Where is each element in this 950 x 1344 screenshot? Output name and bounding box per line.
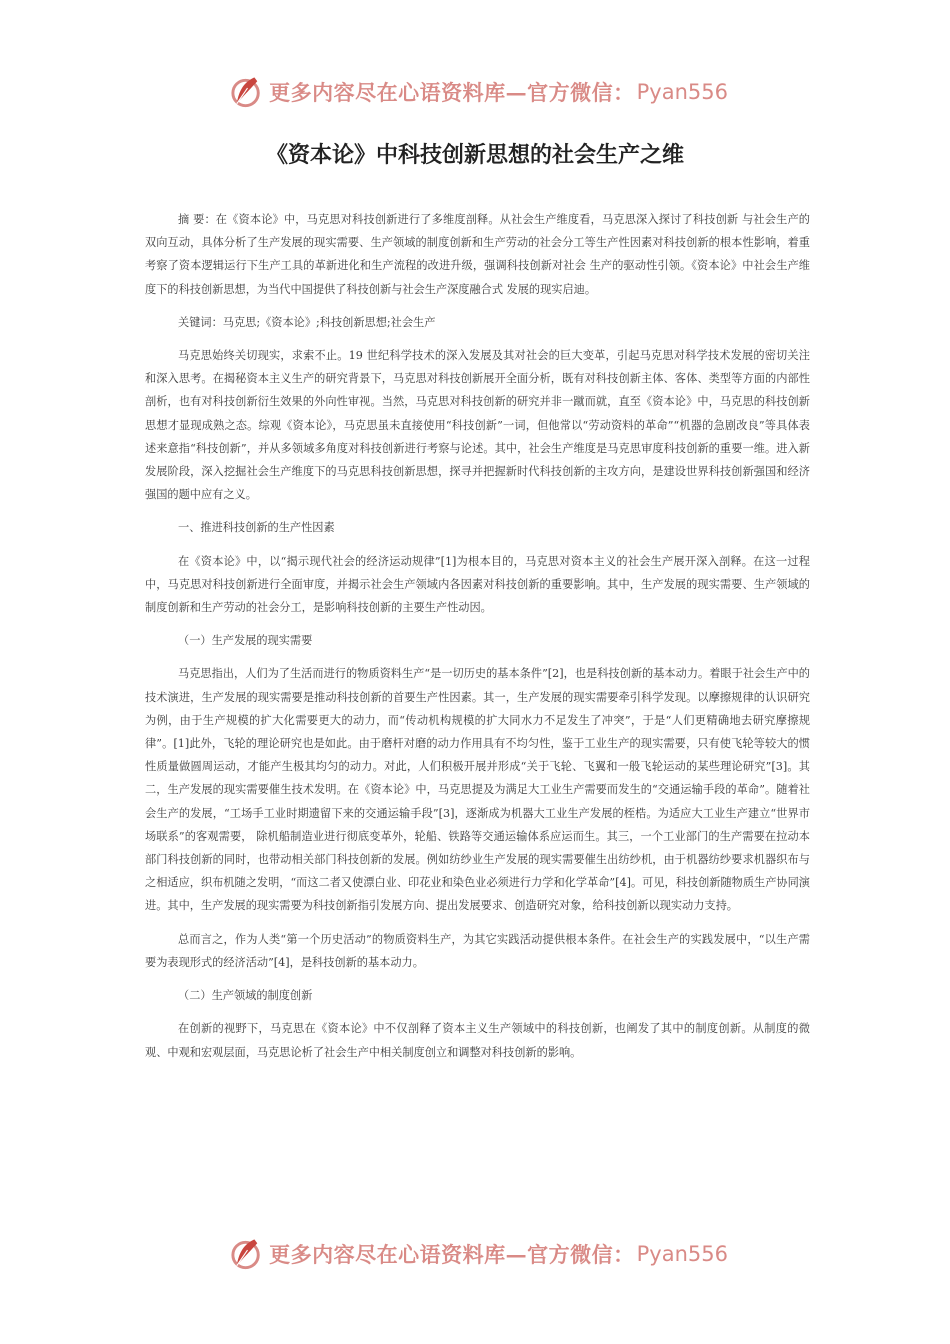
body-paragraph: 马克思始终关切现实，求索不止。19 世纪科学技术的深入发展及其对社会的巨大变革，引起马克思对科学技术发展的密切关注和深入思考。在揭秘资本主义生产的研究背景下，马克思对科技创新展开全面分析，既有对科技创新主体、客体、类型等方面的内部性剖析，也有对科技创新衍生效果的外向性审视。当然，马克思对科技创新的研究并非一蹴而就，直至《资本论》中，马克思的科技创新思想才显现成熟之态。综观《资本论》，马克思虽未直接使用“科技创新”一词，但他常以“劳动资料的革命”“机器的急剧改良”等具体表述来意指“科技创新”，并从多领域多角度对科技创新进行考察与论述。其中，社会生产维度是马克思审度科技创新的重要一维。进入新发展阶段，深入挖掘社会生产维度下的马克思科技创新思想，探寻并把握新时代科技创新的主攻方向，是建设世界科技创新强国和经济强国的题中应有之义。 [145, 349, 810, 502]
footer-banner [228, 1234, 728, 1274]
feather-quill-logo [228, 74, 263, 110]
document-body [145, 208, 810, 1074]
subsection-heading: （一）生产发展的现实需要 [178, 634, 313, 648]
banner-text: 更多内容尽在心语资料库—官方微信： [269, 80, 635, 105]
header-banner [228, 72, 728, 112]
subsection-heading: （二）生产领域的制度创新 [178, 989, 313, 1003]
banner-text: 更多内容尽在心语资料库—官方微信： [269, 1242, 635, 1267]
body-paragraph: 总而言之，作为人类“第一个历史活动”的物质资料生产，为其它实践活动提供根本条件。在社会生产的实践发展中，“以生产需要为表现形式的经济活动”[4]，是科技创新的基本动力。 [145, 932, 810, 969]
abstract-paragraph: 摘 要：在《资本论》中，马克思对科技创新进行了多维度剖释。从社会生产维度看，马克思深入探讨了科技创新 与社会生产的双向互动，具体分析了生产发展的现实需要、生产领域的制度创新和生产劳动的社会分工等生产性因素对科技创新的根本性影响，着重考察了资本逻辑运行下生产工具的革新进化和生产流程的改进升级，强调科技创新对社会 生产的驱动性引领。《资本论》中社会生产维度下的科技创新思想，为当代中国提供了科技创新与社会生产深度融合式 发展的现实启迪。 [145, 213, 810, 296]
banner-wechat-id: Pyan556 [636, 80, 728, 104]
section-heading: 一、推进科技创新的生产性因素 [178, 521, 335, 535]
document-title: 《资本论》中科技创新思想的社会生产之维 [265, 143, 684, 168]
keywords-paragraph: 关键词：马克思;《资本论》;科技创新思想;社会生产 [178, 315, 436, 329]
body-paragraph: 马克思指出，人们为了生活而进行的物质资料生产“是一切历史的基本条件”[2]，也是科技创新的基本动力。着眼于社会生产中的技术演进，生产发展的现实需要是推动科技创新的首要生产性因素。其一，生产发展的现实需要牵引科学发现。以摩擦规律的认识研究为例，由于生产规模的扩大化需要更大的动力，而“传动机构规模的扩大同水力不足发生了冲突”，于是“人们更精确地去研究摩擦规律”。[1]此外，飞轮的理论研究也是如此。由于磨杆对磨的动力作用具有不均匀性，鉴于工业生产的现实需要，只有使飞轮等较大的惯性质量做圆周运动，才能产生极其均匀的动力。对此，人们积极开展并形成“关于飞轮、飞翼和一般飞轮运动的某些理论研究”[3]。其二，生产发展的现实需要催生技术发明。在《资本论》中，马克思提及为满足大工业生产需要而发生的“交通运输手段的革命”。随着社会生产的发展，“工场手工业时期遗留下来的交通运输手段”[3]，逐渐成为机器大工业生产发展的桎梏。为适应大工业生产建立“世界市场联系”的客观需要， 除机船制造业进行彻底变革外，轮船、铁路等交通运输体系应运而生。其三，一个工业部门的生产需要在拉动本部门科技创新的同时，也带动相关部门科技创新的发展。例如纺纱业生产发展的现实需要催生出纺纱机，由于机器纺纱要求机器织布与之相适应，织布机随之发明，“而这二者又使漂白业、印花业和染色业必须进行力学和化学革命”[4]。可见，科技创新随物质生产协同演进。其中，生产发展的现实需要为科技创新指引发展方向、提出发展要求、创造研究对象，给科技创新以现实动力支持。 [145, 667, 810, 913]
banner-wechat-id: Pyan556 [636, 1242, 728, 1266]
body-paragraph: 在创新的视野下，马克思在《资本论》中不仅剖释了资本主义生产领域中的科技创新，也阐发了其中的制度创新。从制度的微观、中观和宏观层面，马克思论析了社会生产中相关制度创立和调整对科技创新的影响。 [145, 1022, 810, 1059]
body-paragraph: 在《资本论》中，以“揭示现代社会的经济运动规律”[1]为根本目的，马克思对资本主义的社会生产展开深入剖释。在这一过程中，马克思对科技创新进行全面审度，并揭示社会生产领域内各因素对科技创新的重要影响。其中，生产发展的现实需要、生产领域的制度创新和生产劳动的社会分工，是影响科技创新的主要生产性动因。 [145, 554, 810, 615]
feather-quill-logo [228, 1236, 263, 1272]
